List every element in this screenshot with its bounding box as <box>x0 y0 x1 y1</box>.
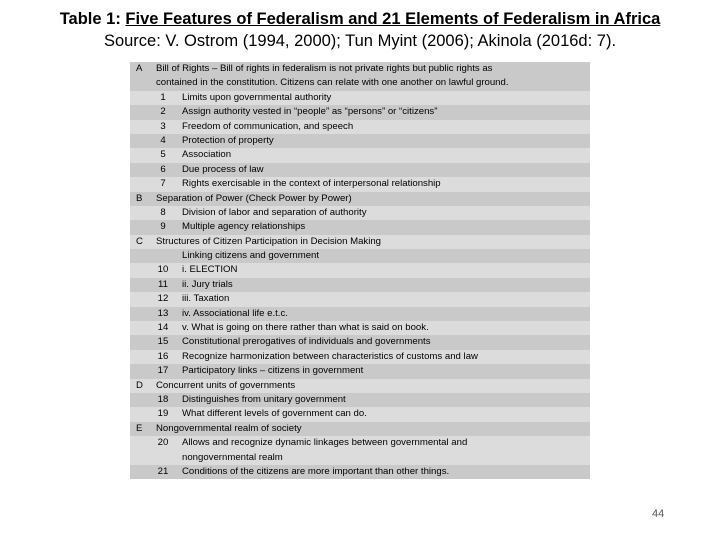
element-text: Protection of property <box>182 134 274 146</box>
element-text: Conditions of the citizens are more important than other things. <box>182 465 450 477</box>
table-row <box>130 292 590 306</box>
title-prefix: Table 1: <box>59 10 126 28</box>
table-row <box>130 91 590 105</box>
element-text-continued: nongovernmental realm <box>182 451 283 463</box>
table-row <box>130 177 590 191</box>
element-text: Association <box>182 149 232 161</box>
section-row-b <box>130 192 590 206</box>
table-row <box>130 335 590 349</box>
element-text: Freedom of communication, and speech <box>182 120 354 132</box>
element-number: 21 <box>157 465 169 477</box>
element-text: Participatory links – citizens in government <box>182 365 364 377</box>
table-row <box>130 134 590 148</box>
element-text: Division of labor and separation of authority <box>182 206 367 218</box>
table-row <box>130 364 590 378</box>
element-number: 13 <box>157 307 169 319</box>
element-text: ii. Jury trials <box>182 278 233 290</box>
table-row <box>130 393 590 407</box>
table-row <box>130 206 590 220</box>
element-number: 15 <box>157 336 169 348</box>
section-heading: Separation of Power (Check Power by Power) <box>156 192 352 204</box>
table-row <box>130 321 590 335</box>
element-number: 5 <box>160 149 166 161</box>
section-subheading-row <box>130 249 590 263</box>
element-text: Due process of law <box>182 163 264 175</box>
element-number: 16 <box>157 350 169 362</box>
element-number: 2 <box>160 106 166 118</box>
section-subheading: Linking citizens and government <box>182 250 320 262</box>
element-number: 10 <box>157 264 169 276</box>
element-number: 17 <box>157 365 169 377</box>
element-text: v. What is going on there rather than what is said on book. <box>182 322 429 334</box>
section-heading: Nongovernmental realm of society <box>156 422 302 434</box>
page-number: 44 <box>652 508 665 520</box>
table-row <box>130 120 590 134</box>
section-heading-continued: contained in the constitution. Citizens can relate with one another on lawful ground. <box>156 77 509 89</box>
table-row <box>130 436 590 465</box>
section-heading: Concurrent units of governments <box>156 379 296 391</box>
table-row <box>130 465 590 479</box>
element-number: 7 <box>160 178 166 190</box>
section-row-e <box>130 422 590 436</box>
table-row <box>130 220 590 234</box>
section-letter: E <box>136 422 143 434</box>
table-row <box>130 163 590 177</box>
table-title <box>0 8 720 52</box>
element-number: 3 <box>160 120 166 132</box>
section-letter: B <box>136 192 143 204</box>
section-letter: C <box>136 235 143 247</box>
element-number: 20 <box>157 437 169 449</box>
table-row <box>130 350 590 364</box>
element-text: Allows and recognize dynamic linkages between governmental and <box>182 437 468 449</box>
element-number: 12 <box>157 293 169 305</box>
section-row-a <box>130 62 590 91</box>
element-text: What different levels of government can do. <box>182 408 367 420</box>
table-row <box>130 307 590 321</box>
element-text: Recognize harmonization between characteristics of customs and law <box>182 350 478 362</box>
section-row-c <box>130 235 590 249</box>
element-number: 14 <box>157 322 169 334</box>
element-text: Constitutional prerogatives of individuals and governments <box>182 336 431 348</box>
element-number: 19 <box>157 408 169 420</box>
element-number: 6 <box>160 163 166 175</box>
element-text: iii. Taxation <box>182 293 230 305</box>
table-row <box>130 105 590 119</box>
element-text: iv. Associational life e.t.c. <box>182 307 288 319</box>
table-row <box>130 407 590 421</box>
element-text: Rights exercisable in the context of interpersonal relationship <box>182 178 441 190</box>
federalism-table <box>130 62 590 479</box>
element-text: Multiple agency relationships <box>182 221 306 233</box>
element-number: 4 <box>160 134 166 146</box>
element-text: i. ELECTION <box>182 264 238 276</box>
section-heading: Structures of Citizen Participation in Decision Making <box>156 235 382 247</box>
element-number: 18 <box>157 394 169 405</box>
element-number: 11 <box>158 278 168 290</box>
title-source: Source: V. Ostrom (1994, 2000); Tun Myint (2006); Akinola (2016d: 7). <box>103 32 617 50</box>
element-text: Limits upon governmental authority <box>182 91 332 103</box>
section-heading: Bill of Rights – Bill of rights in federalism is not private rights but public rights as <box>156 63 493 74</box>
element-number: 8 <box>160 206 166 218</box>
table-row <box>130 278 590 292</box>
element-number: 1 <box>160 91 166 103</box>
section-row-d <box>130 379 590 393</box>
section-letter: A <box>136 63 143 74</box>
table-row <box>130 148 590 162</box>
title-underlined: Five Features of Federalism and 21 Elements of Federalism in Africa <box>125 10 661 28</box>
element-text: Assign authority vested in “people” as “persons” or “citizens” <box>182 106 438 118</box>
element-text: Distinguishes from unitary government <box>182 394 346 405</box>
table-row <box>130 263 590 277</box>
section-letter: D <box>136 379 143 391</box>
element-number: 9 <box>160 221 166 233</box>
